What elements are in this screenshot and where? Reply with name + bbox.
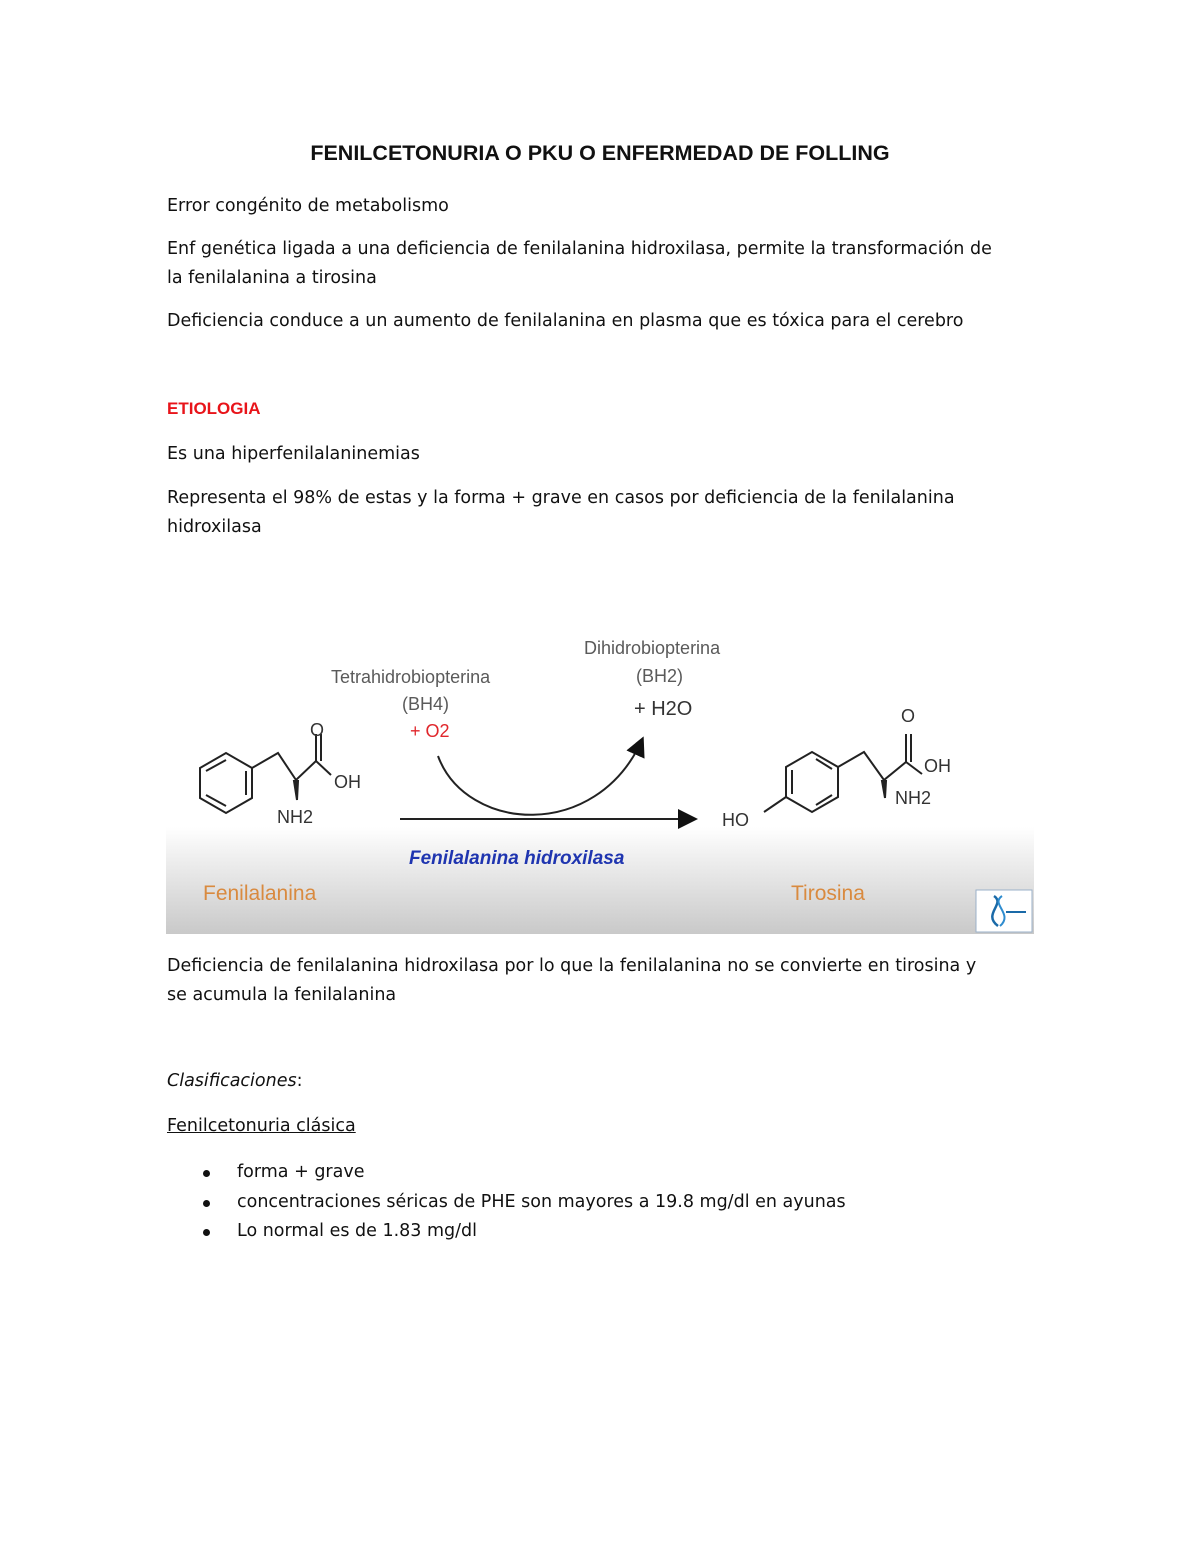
intro-line-4: Deficiencia conduce a un aumento de fenilalanina en plasma que es tóxica para el cerebro xyxy=(167,311,964,331)
list-item-text: forma + grave xyxy=(237,1162,365,1182)
document-title: FENILCETONURIA O PKU O ENFERMEDAD DE FOLLING xyxy=(310,141,890,165)
tyr-nh2-label: NH2 xyxy=(895,788,932,808)
after-figure-line-2: se acumula la fenilalanina xyxy=(167,985,397,1005)
enzyme-label: Fenilalanina hidroxilasa xyxy=(409,848,625,869)
bullet-icon xyxy=(203,1229,210,1236)
etiology-line-3: hidroxilasa xyxy=(167,517,262,537)
product-label: Tirosina xyxy=(791,882,865,905)
list-item xyxy=(167,1188,846,1218)
etiology-line-2: Representa el 98% de estas y la forma + grave en casos por deficiencia de la fenilalanina xyxy=(167,488,955,508)
water-label: + H2O xyxy=(634,698,693,720)
reaction-figure xyxy=(166,572,1034,934)
list-item-text: concentraciones séricas de PHE son mayores a 19.8 mg/dl en ayunas xyxy=(237,1191,846,1212)
list-item xyxy=(167,1158,846,1188)
classic-pku-list xyxy=(167,1158,846,1247)
reaction-diagram xyxy=(166,572,1034,934)
tyr-carbonyl-o: O xyxy=(901,706,916,726)
phe-oh-label: OH xyxy=(334,772,361,792)
bullet-icon xyxy=(203,1200,210,1207)
list-item xyxy=(167,1217,846,1247)
after-figure-line-1: Deficiencia de fenilalanina hidroxilasa por lo que la fenilalanina no se convierte en tirosina y xyxy=(167,956,977,976)
cofactor-out-formula: (BH2) xyxy=(636,666,684,686)
tyr-oh-label: OH xyxy=(924,756,951,776)
etiology-line-1: Es una hiperfenilalaninemias xyxy=(167,444,420,464)
intro-line-3: la fenilalanina a tirosina xyxy=(167,268,377,288)
cofactor-in-formula: (BH4) xyxy=(402,694,450,714)
substrate-label: Fenilalanina xyxy=(203,882,317,905)
list-item-text: Lo normal es de 1.83 mg/dl xyxy=(237,1221,478,1241)
classifications-heading xyxy=(167,1067,303,1096)
phe-nh2-label: NH2 xyxy=(277,807,314,827)
bullet-icon xyxy=(203,1170,210,1177)
etiology-heading: ETIOLOGIA xyxy=(167,399,261,418)
intro-line-1: Error congénito de metabolismo xyxy=(167,196,449,216)
cofactor-out-name: Dihidrobiopterina xyxy=(584,638,721,658)
classifications-label: Clasificaciones xyxy=(167,1071,297,1091)
figure-bottom-band xyxy=(166,827,1034,934)
tyr-ho-label: HO xyxy=(722,810,749,830)
intro-line-2: Enf genética ligada a una deficiencia de fenilalanina hidroxilasa, permite la transformación de xyxy=(167,239,992,259)
cofactor-in-name: Tetrahidrobiopterina xyxy=(331,667,491,687)
classifications-colon: : xyxy=(296,1071,303,1091)
logo-icon xyxy=(976,890,1032,932)
classic-pku-subheading: Fenilcetonuria clásica xyxy=(167,1116,356,1136)
phe-carbonyl-o: O xyxy=(310,720,325,740)
oxygen-label: + O2 xyxy=(410,721,450,741)
